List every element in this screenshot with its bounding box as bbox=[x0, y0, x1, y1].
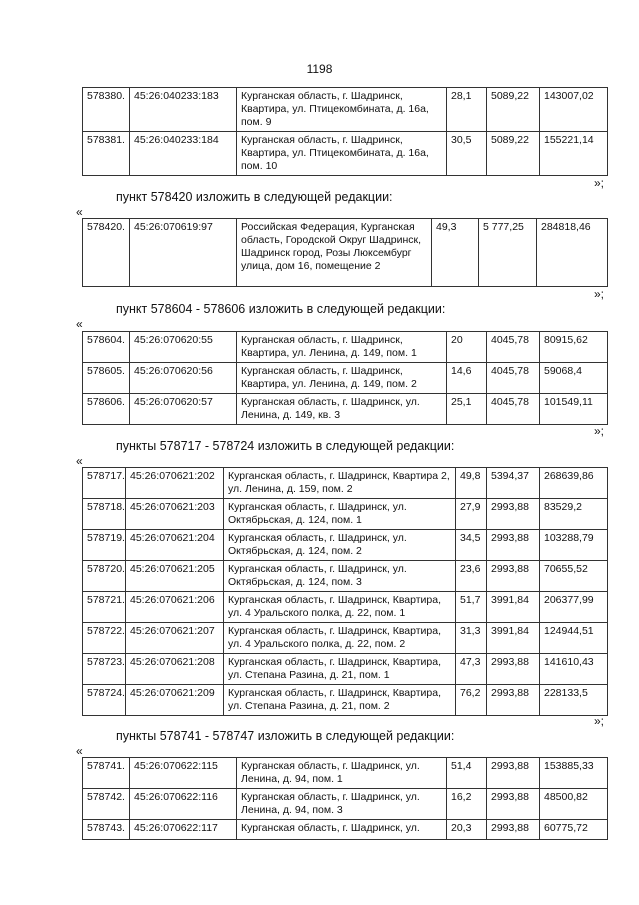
address: Курганская область, г. Шадринск, Квартира, ул. Степана Разина, д. 21, пом. 1 bbox=[224, 654, 456, 685]
open-quote: « bbox=[76, 205, 83, 219]
record-number: 578721. bbox=[83, 592, 126, 623]
cadastral-value: 101549,11 bbox=[540, 394, 608, 425]
area: 31,3 bbox=[456, 623, 487, 654]
cadastral-number: 45:26:070621:202 bbox=[126, 468, 224, 499]
records-table bbox=[82, 757, 608, 840]
address: Курганская область, г. Шадринск, ул. Ленина, д. 94, пом. 1 bbox=[237, 758, 447, 789]
table-block-3 bbox=[82, 467, 608, 716]
cadastral-number: 45:26:070620:57 bbox=[130, 394, 237, 425]
section-heading: пункты 578741 - 578747 изложить в следующей редакции: bbox=[116, 729, 455, 743]
address: Курганская область, г. Шадринск, ул. Октябрьская, д. 124, пом. 3 bbox=[224, 561, 456, 592]
table-row bbox=[83, 654, 608, 685]
area: 49,3 bbox=[432, 219, 479, 287]
table-row bbox=[83, 363, 608, 394]
record-number: 578742. bbox=[83, 789, 130, 820]
table-block-0 bbox=[82, 87, 608, 176]
area: 51,7 bbox=[456, 592, 487, 623]
area: 20 bbox=[447, 332, 487, 363]
cadastral-number: 45:26:040233:184 bbox=[130, 132, 237, 176]
table-row bbox=[83, 132, 608, 176]
rate: 2993,88 bbox=[487, 685, 540, 716]
rate: 2993,88 bbox=[487, 820, 540, 840]
cadastral-value: 80915,62 bbox=[540, 332, 608, 363]
address: Курганская область, г. Шадринск, Квартира, ул. Птицекомбината, д. 16а, пом. 9 bbox=[237, 88, 447, 132]
area: 28,1 bbox=[447, 88, 487, 132]
cadastral-number: 45:26:070620:55 bbox=[130, 332, 237, 363]
table-row bbox=[83, 219, 608, 287]
cadastral-value: 143007,02 bbox=[540, 88, 608, 132]
table-row bbox=[83, 332, 608, 363]
area: 76,2 bbox=[456, 685, 487, 716]
area: 16,2 bbox=[447, 789, 487, 820]
cadastral-number: 45:26:070620:56 bbox=[130, 363, 237, 394]
rate: 2993,88 bbox=[487, 530, 540, 561]
open-quote: « bbox=[76, 454, 83, 468]
record-number: 578606. bbox=[83, 394, 130, 425]
area: 23,6 bbox=[456, 561, 487, 592]
open-quote: « bbox=[76, 317, 83, 331]
records-table bbox=[82, 467, 608, 716]
table-row bbox=[83, 499, 608, 530]
record-number: 578720. bbox=[83, 561, 126, 592]
rate: 3991,84 bbox=[487, 592, 540, 623]
cadastral-number: 45:26:070621:207 bbox=[126, 623, 224, 654]
rate: 5394,37 bbox=[487, 468, 540, 499]
address: Курганская область, г. Шадринск, ул. Октябрьская, д. 124, пом. 1 bbox=[224, 499, 456, 530]
address: Курганская область, г. Шадринск, Квартира, ул. Степана Разина, д. 21, пом. 2 bbox=[224, 685, 456, 716]
record-number: 578724. bbox=[83, 685, 126, 716]
open-quote: « bbox=[76, 744, 83, 758]
cadastral-number: 45:26:070622:116 bbox=[130, 789, 237, 820]
rate: 2993,88 bbox=[487, 654, 540, 685]
address: Курганская область, г. Шадринск, Квартира, ул. Ленина, д. 149, пом. 2 bbox=[237, 363, 447, 394]
cadastral-number: 45:26:070622:117 bbox=[130, 820, 237, 840]
close-quote: »; bbox=[594, 424, 605, 438]
cadastral-value: 48500,82 bbox=[540, 789, 608, 820]
address: Курганская область, г. Шадринск, ул. Ленина, д. 94, пом. 3 bbox=[237, 789, 447, 820]
area: 25,1 bbox=[447, 394, 487, 425]
cadastral-value: 83529,2 bbox=[540, 499, 608, 530]
table-row bbox=[83, 789, 608, 820]
record-number: 578741. bbox=[83, 758, 130, 789]
page-number: 1198 bbox=[306, 62, 333, 76]
table-row bbox=[83, 530, 608, 561]
rate: 2993,88 bbox=[487, 499, 540, 530]
address: Курганская область, г. Шадринск, Квартира 2, ул. Ленина, д. 159, пом. 2 bbox=[224, 468, 456, 499]
close-quote: »; bbox=[594, 714, 605, 728]
rate: 4045,78 bbox=[487, 363, 540, 394]
address: Курганская область, г. Шадринск, Квартира, ул. Птицекомбината, д. 16а, пом. 10 bbox=[237, 132, 447, 176]
record-number: 578718. bbox=[83, 499, 126, 530]
address: Курганская область, г. Шадринск, ул. Ленина, д. 149, кв. 3 bbox=[237, 394, 447, 425]
cadastral-number: 45:26:040233:183 bbox=[130, 88, 237, 132]
cadastral-value: 284818,46 bbox=[537, 219, 608, 287]
cadastral-value: 60775,72 bbox=[540, 820, 608, 840]
cadastral-value: 155221,14 bbox=[540, 132, 608, 176]
cadastral-number: 45:26:070621:203 bbox=[126, 499, 224, 530]
rate: 5 777,25 bbox=[479, 219, 537, 287]
table-row bbox=[83, 820, 608, 840]
cadastral-value: 124944,51 bbox=[540, 623, 608, 654]
table-block-1 bbox=[82, 218, 608, 287]
cadastral-value: 206377,99 bbox=[540, 592, 608, 623]
rate: 5089,22 bbox=[487, 132, 540, 176]
cadastral-value: 268639,86 bbox=[540, 468, 608, 499]
cadastral-number: 45:26:070622:115 bbox=[130, 758, 237, 789]
record-number: 578743. bbox=[83, 820, 130, 840]
table-row bbox=[83, 468, 608, 499]
area: 51,4 bbox=[447, 758, 487, 789]
table-row bbox=[83, 88, 608, 132]
record-number: 578420. bbox=[83, 219, 130, 287]
table-block-4 bbox=[82, 757, 608, 840]
records-table bbox=[82, 218, 608, 287]
area: 49,8 bbox=[456, 468, 487, 499]
close-quote: »; bbox=[594, 176, 605, 190]
rate: 3991,84 bbox=[487, 623, 540, 654]
cadastral-value: 59068,4 bbox=[540, 363, 608, 394]
area: 47,3 bbox=[456, 654, 487, 685]
record-number: 578722. bbox=[83, 623, 126, 654]
table-row bbox=[83, 561, 608, 592]
cadastral-number: 45:26:070621:205 bbox=[126, 561, 224, 592]
address: Курганская область, г. Шадринск, Квартира, ул. 4 Уральского полка, д. 22, пом. 2 bbox=[224, 623, 456, 654]
rate: 5089,22 bbox=[487, 88, 540, 132]
cadastral-number: 45:26:070621:208 bbox=[126, 654, 224, 685]
area: 30,5 bbox=[447, 132, 487, 176]
record-number: 578605. bbox=[83, 363, 130, 394]
cadastral-value: 103288,79 bbox=[540, 530, 608, 561]
rate: 4045,78 bbox=[487, 332, 540, 363]
cadastral-value: 153885,33 bbox=[540, 758, 608, 789]
cadastral-number: 45:26:070621:204 bbox=[126, 530, 224, 561]
rate: 2993,88 bbox=[487, 561, 540, 592]
address: Курганская область, г. Шадринск, ул. Октябрьская, д. 124, пом. 2 bbox=[224, 530, 456, 561]
cadastral-number: 45:26:070619:97 bbox=[130, 219, 237, 287]
table-row bbox=[83, 758, 608, 789]
table-block-2 bbox=[82, 331, 608, 425]
rate: 2993,88 bbox=[487, 758, 540, 789]
section-heading: пункты 578717 - 578724 изложить в следующей редакции: bbox=[116, 439, 455, 453]
record-number: 578604. bbox=[83, 332, 130, 363]
area: 27,9 bbox=[456, 499, 487, 530]
record-number: 578381. bbox=[83, 132, 130, 176]
cadastral-value: 228133,5 bbox=[540, 685, 608, 716]
area: 34,5 bbox=[456, 530, 487, 561]
address: Российская Федерация, Курганская область, Городской Округ Шадринск, Шадринск город, Розы Люксембург улица, дом 16, помещение 2 bbox=[237, 219, 432, 287]
address: Курганская область, г. Шадринск, Квартира, ул. Ленина, д. 149, пом. 1 bbox=[237, 332, 447, 363]
table-row bbox=[83, 685, 608, 716]
cadastral-number: 45:26:070621:206 bbox=[126, 592, 224, 623]
area: 20,3 bbox=[447, 820, 487, 840]
close-quote: »; bbox=[594, 287, 605, 301]
table-row bbox=[83, 394, 608, 425]
area: 14,6 bbox=[447, 363, 487, 394]
table-row bbox=[83, 623, 608, 654]
section-heading: пункт 578420 изложить в следующей редакции: bbox=[116, 190, 393, 204]
record-number: 578717. bbox=[83, 468, 126, 499]
address: Курганская область, г. Шадринск, Квартира, ул. 4 Уральского полка, д. 22, пом. 1 bbox=[224, 592, 456, 623]
section-heading: пункт 578604 - 578606 изложить в следующей редакции: bbox=[116, 302, 446, 316]
record-number: 578380. bbox=[83, 88, 130, 132]
records-table bbox=[82, 331, 608, 425]
cadastral-value: 141610,43 bbox=[540, 654, 608, 685]
table-row bbox=[83, 592, 608, 623]
record-number: 578719. bbox=[83, 530, 126, 561]
address: Курганская область, г. Шадринск, ул. bbox=[237, 820, 447, 840]
record-number: 578723. bbox=[83, 654, 126, 685]
rate: 4045,78 bbox=[487, 394, 540, 425]
records-table bbox=[82, 87, 608, 176]
rate: 2993,88 bbox=[487, 789, 540, 820]
cadastral-value: 70655,52 bbox=[540, 561, 608, 592]
cadastral-number: 45:26:070621:209 bbox=[126, 685, 224, 716]
